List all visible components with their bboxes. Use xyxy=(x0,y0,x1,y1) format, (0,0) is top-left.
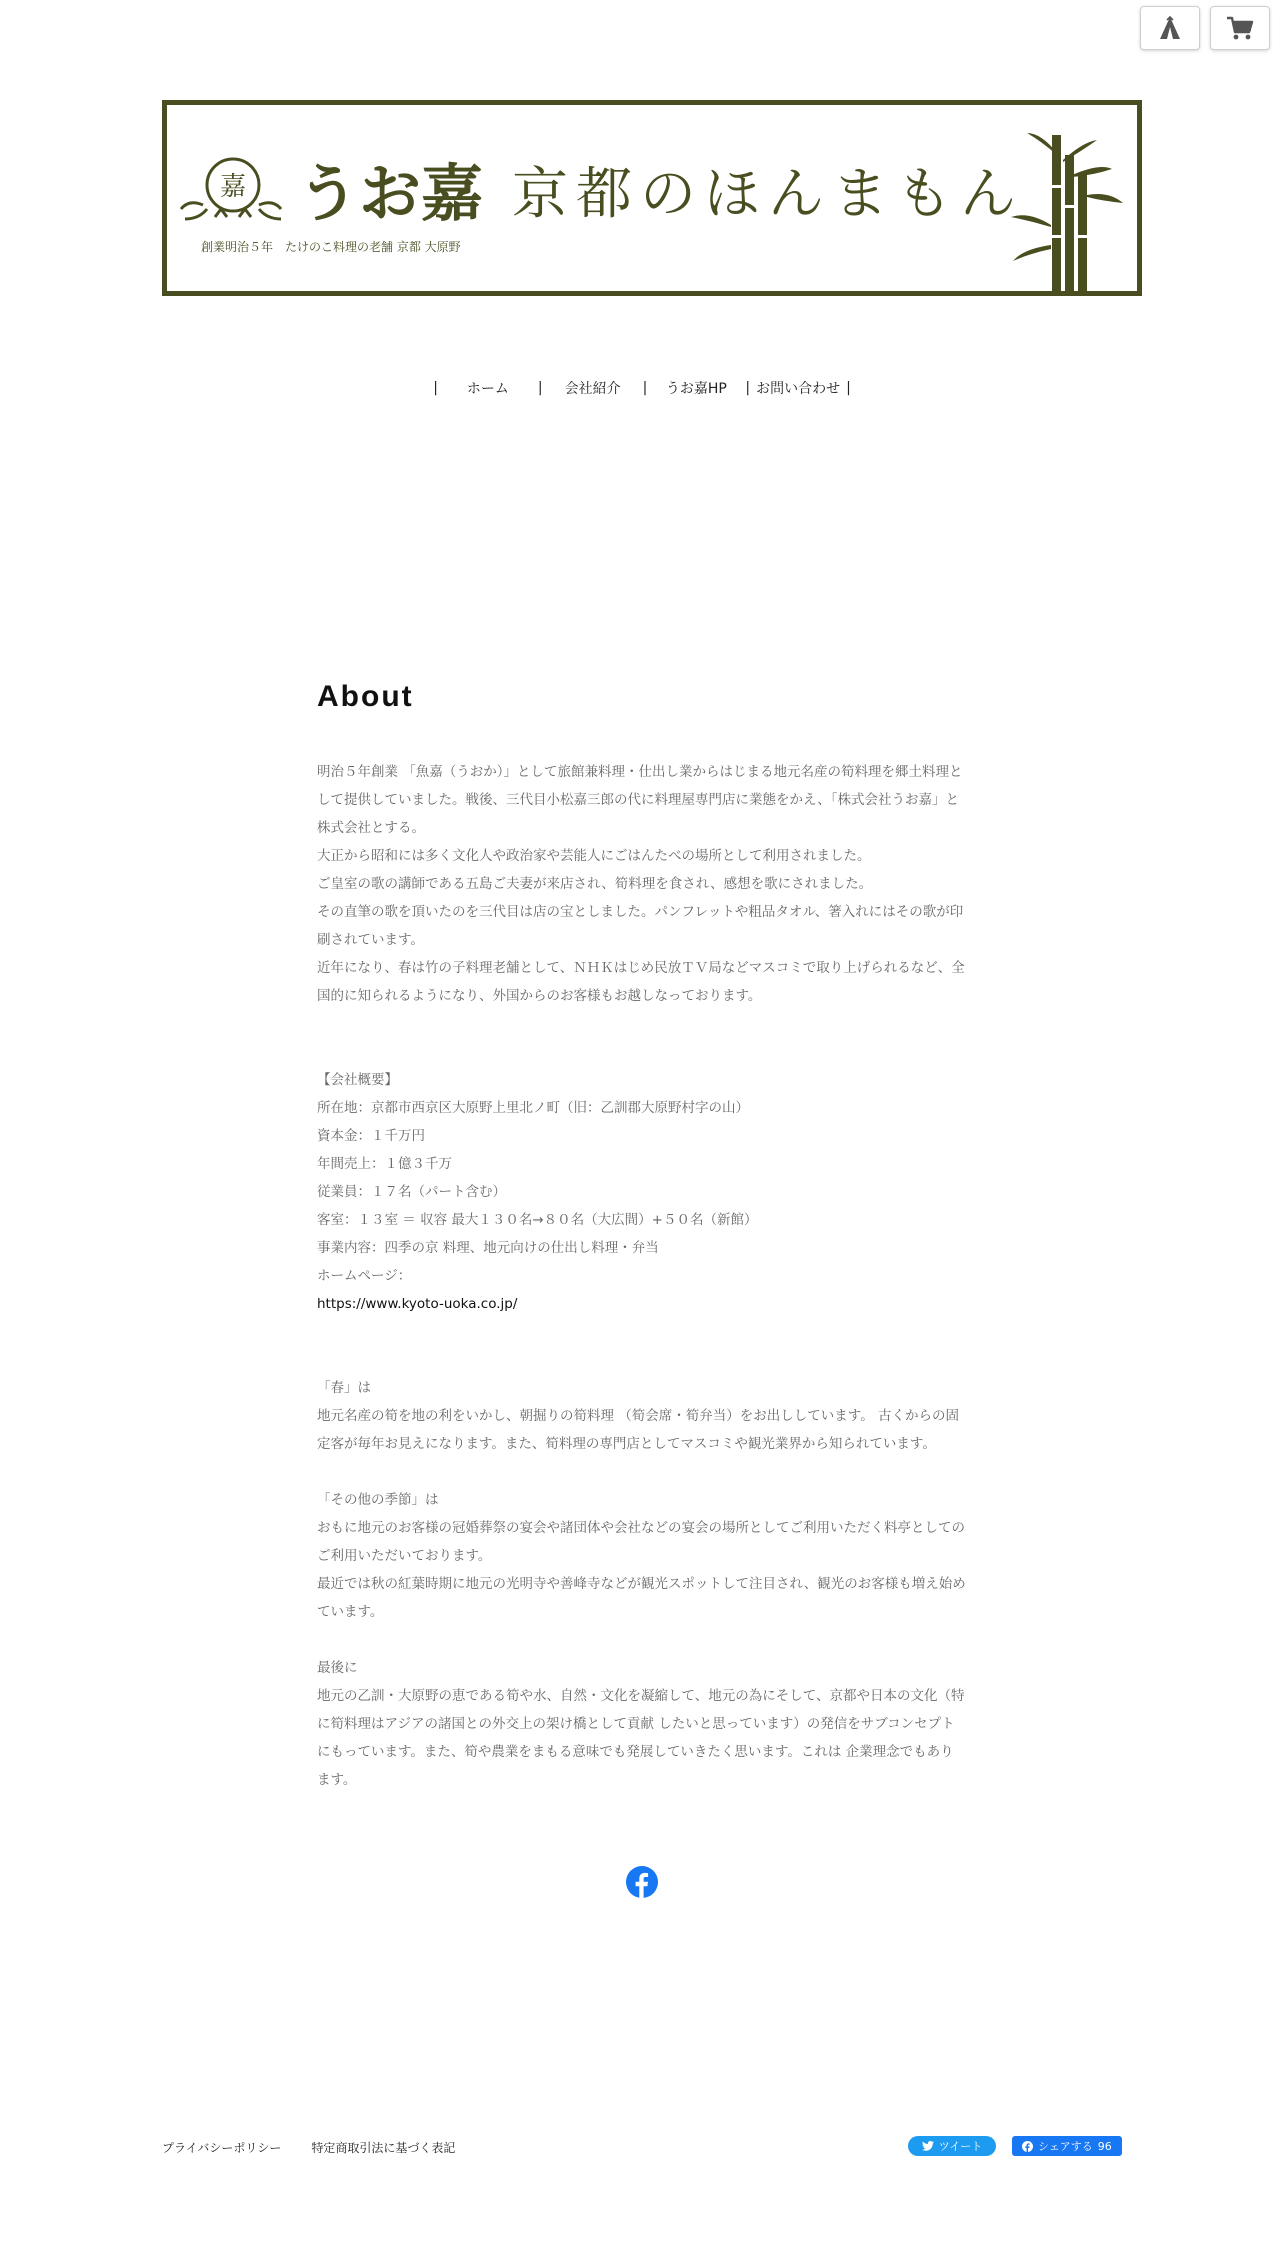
bamboo-graphic xyxy=(1011,133,1123,291)
brand-subline: 創業明治５年 たけのこ料理の老舗 京都 大原野 xyxy=(201,240,461,254)
company-line: 年間売上：１億３千万 xyxy=(317,1156,452,1172)
facebook-small-icon xyxy=(1022,2141,1033,2152)
company-line: 客室：１３室 ＝ 収容 最大１３０名→８０名（大広間）+５０名（新館） xyxy=(317,1212,758,1228)
footer-links xyxy=(162,2139,455,2156)
brand-tagline: 京都のほんまもん xyxy=(512,162,1024,227)
intro-paragraph: その直筆の歌を頂いたのを三代目は店の宝としました。パンフレットや粗品タオル、箸入れにはその歌が印刷されています。 xyxy=(317,904,964,948)
intro-paragraph: 明治５年創業 「魚嘉（うおか）」として旅館兼料理・仕出し業からはじまる地元名産の筍料理を郷土料理として提供していました。戦後、三代目小松嘉三郎の代に料理屋専門店に業態をかえ、「株式会社うお嘉」と株式会社とする。 xyxy=(317,764,963,836)
company-line: 従業員：１７名（パート含む） xyxy=(317,1184,506,1200)
nav-item-company[interactable]: 会社紹介 xyxy=(564,381,621,397)
brand-name: うお嘉 xyxy=(297,157,484,230)
nav-separator: | xyxy=(433,380,438,396)
other-text: おもに地元のお客様の冠婚葬祭の宴会や諸団体や会社などの宴会の場所としてご利用いただく料亭としてのご利用いただいております。 xyxy=(317,1520,965,1564)
company-line: ホームページ： xyxy=(317,1268,412,1284)
crest-char: 嘉 xyxy=(219,172,247,202)
nav-item-home[interactable]: ホーム xyxy=(466,381,509,397)
page-title: About xyxy=(317,680,414,713)
nav-separator: | xyxy=(745,380,751,396)
company-line: 所在地：京都市西京区大原野上里北ノ町（旧：乙訓郡大原野村字の山） xyxy=(317,1100,749,1116)
privacy-policy-link[interactable]: プライバシーポリシー xyxy=(162,2141,282,2155)
cart-icon xyxy=(1225,14,1255,42)
header-banner[interactable] xyxy=(162,100,1142,296)
nav-separator: | xyxy=(642,380,648,396)
tent-button[interactable] xyxy=(1140,6,1200,50)
share-label: シェアする xyxy=(1038,2140,1093,2153)
about-section xyxy=(317,680,967,1794)
intro-paragraph: 大正から昭和には多く文化人や政治家や芸能人にごはんたべの場所として利用されました。 xyxy=(317,848,871,864)
cart-button[interactable] xyxy=(1210,6,1270,50)
nav-separator: | xyxy=(846,380,851,396)
final-heading: 最後に xyxy=(317,1660,358,1676)
spring-text: 地元名産の筍を地の利をいかし、朝掘りの筍料理 （筍会席・筍弁当）をお出ししています。 古くからの固定客が毎年お見えになります。また、筍料理の専門店としてマスコミや観光業界から知られています。 xyxy=(317,1408,960,1452)
intro-paragraph: ご皇室の歌の講師である五島ご夫妻が来店され、筍料理を食され、感想を歌にされました。 xyxy=(317,876,873,892)
top-buttons xyxy=(1140,6,1270,50)
tweet-label: ツイート xyxy=(938,2140,983,2153)
spring-section xyxy=(317,1374,967,1458)
nav-item-uoka-hp[interactable]: うお嘉HP xyxy=(665,381,727,397)
banner-graphic xyxy=(167,105,1137,291)
other-heading: 「その他の季節」は xyxy=(317,1492,439,1508)
nav-item-contact[interactable]: お問い合わせ xyxy=(756,381,841,397)
company-heading: 【会社概要】 xyxy=(317,1072,398,1088)
homepage-link[interactable]: https://www.kyoto-uoka.co.jp/ xyxy=(317,1296,518,1312)
share-buttons xyxy=(908,2136,1122,2156)
crest-logo xyxy=(181,159,281,219)
final-section xyxy=(317,1654,967,1794)
final-text: 地元の乙訓・大原野の恵である筍や水、自然・文化を凝縮して、地元の為にそして、京都や日本の文化（特に筍料理はアジアの諸国との外交上の架け橋として貢献 したいと思っています）の発信をサブコンセプトにもっています。また、筍や農業をまもる意味でも発展していきたく思います。これは 企業理念でもあります。 xyxy=(317,1688,965,1788)
tent-icon xyxy=(1156,14,1184,42)
company-overview xyxy=(317,1066,967,1318)
other-season-section xyxy=(317,1486,967,1626)
nav-separator: | xyxy=(537,380,543,396)
intro-text xyxy=(317,758,967,1010)
facebook-share-button[interactable] xyxy=(1012,2136,1122,2156)
company-line: 事業内容：四季の京 料理、地元向けの仕出し料理・弁当 xyxy=(317,1240,659,1256)
intro-paragraph: 近年になり、春は竹の子料理老舗として、ＮＨＫはじめ民放ＴＶ局などマスコミで取り上げられるなど、全国的に知られるようになり、外国からのお客様もお越しなっております。 xyxy=(317,960,965,1004)
main-nav xyxy=(0,378,1284,398)
facebook-icon[interactable] xyxy=(626,1866,658,1898)
tweet-button[interactable] xyxy=(908,2136,996,2156)
company-line: 資本金：１千万円 xyxy=(317,1128,425,1144)
share-count: 96 xyxy=(1097,2139,1112,2153)
legal-notice-link[interactable]: 特定商取引法に基づく表記 xyxy=(311,2141,456,2155)
other-text: 最近では秋の紅葉時期に地元の光明寺や善峰寺などが観光スポットして注目され、観光のお客様も増え始めています。 xyxy=(317,1576,966,1620)
spring-heading: 「春」は xyxy=(317,1380,371,1396)
twitter-bird-icon xyxy=(922,2141,934,2151)
